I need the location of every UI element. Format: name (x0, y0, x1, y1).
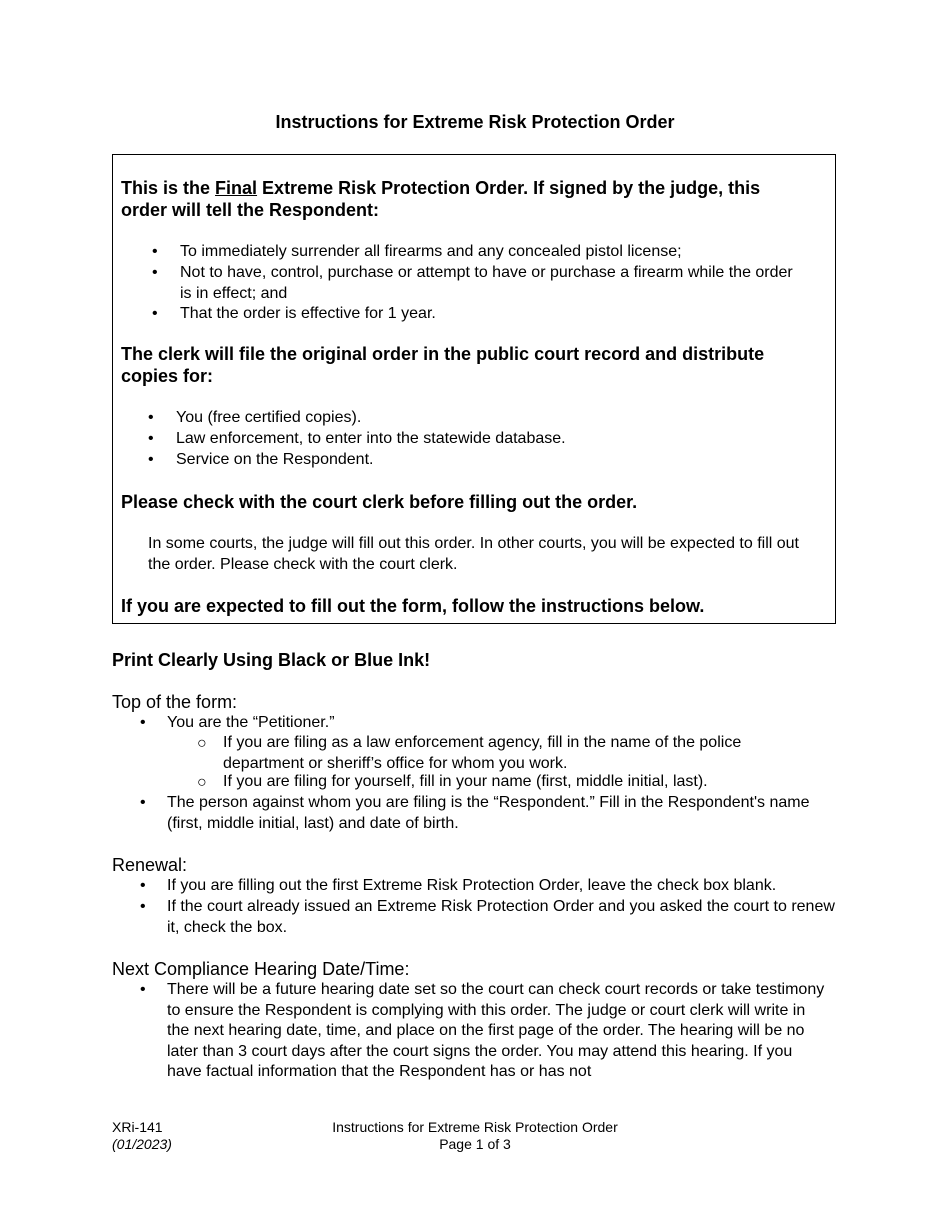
list-item: To immediately surrender all firearms and any concealed pistol license; (180, 243, 682, 260)
box-heading-check-clerk: Please check with the court clerk before filling out the order. (121, 492, 638, 512)
bullet-dot: • (140, 714, 146, 731)
list-item: That the order is effective for 1 year. (180, 305, 436, 322)
bullet-dot: • (148, 430, 154, 447)
print-clearly-heading: Print Clearly Using Black or Blue Ink! (112, 650, 431, 670)
list-item: If the court already issued an Extreme Risk Protection Order and you asked the court to renew it, check the box. (167, 898, 835, 936)
section-heading-renewal: Renewal: (112, 855, 188, 875)
bullet-dot: • (140, 877, 146, 894)
page-title: Instructions for Extreme Risk Protection Order (275, 112, 675, 132)
list-item: The person against whom you are filing is the “Respondent.” Fill in the Respondent's name (first, middle initial, last) and date of birth. (167, 794, 810, 832)
sub-list-item: If you are filing for yourself, fill in your name (first, middle initial, last). (223, 773, 708, 790)
list-item: Not to have, control, purchase or attempt to have or purchase a firearm while the order is in effect; and (180, 264, 793, 302)
bullet-dot: • (148, 409, 154, 426)
bullet-dot: • (140, 794, 146, 811)
list-item: Law enforcement, to enter into the statewide database. (176, 430, 566, 447)
bullet-dot: • (152, 243, 158, 260)
list-item: You (free certified copies). (176, 409, 362, 426)
sub-list-item: If you are filing as a law enforcement agency, fill in the name of the police department or sheriff’s office for whom you work. (223, 734, 742, 772)
sub-bullet-circle: ○ (197, 735, 207, 752)
bullet-dot: • (140, 981, 146, 998)
section-heading-top-of-form: Top of the form: (112, 692, 238, 712)
box-heading-clerk: The clerk will file the original order in the public court record and distribute copies for: (121, 344, 765, 386)
box-heading-fill-out: If you are expected to fill out the form, follow the instructions below. (121, 596, 705, 616)
final-underlined: Final (215, 178, 258, 198)
section-heading-next-hearing: Next Compliance Hearing Date/Time: (112, 959, 410, 979)
bullet-dot: • (140, 898, 146, 915)
bullet-dot: • (152, 264, 158, 281)
footer-form-id: XRi-141 (112, 1119, 163, 1135)
sub-bullet-circle: ○ (197, 774, 207, 791)
list-item: You are the “Petitioner.” (167, 714, 335, 731)
box-paragraph: In some courts, the judge will fill out this order. In other courts, you will be expected to fill out the order. Please check with the court clerk. (148, 535, 799, 573)
footer-revision: (01/2023) (112, 1136, 172, 1152)
footer-page-number: Page 1 of 3 (439, 1136, 511, 1152)
list-item: Service on the Respondent. (176, 451, 374, 468)
bullet-dot: • (152, 305, 158, 322)
bullet-dot: • (148, 451, 154, 468)
footer-title: Instructions for Extreme Risk Protection Order (332, 1119, 618, 1135)
list-item: There will be a future hearing date set so the court can check court records or take testimony to ensure the Respondent is complying with this order. The judge or court clerk will write in the next hearing date, time, and place on the first page of the order. The hearing will be no later than 3 court days after the court signs the order. You may attend this hearing. If you have factual information that the Respondent has or has not (167, 981, 825, 1080)
list-item: If you are filling out the first Extreme Risk Protection Order, leave the check box blank. (167, 877, 777, 894)
box-heading-final-order: This is the Final Extreme Risk Protection Order. If signed by the judge, this order will tell the Respondent: (121, 178, 761, 220)
